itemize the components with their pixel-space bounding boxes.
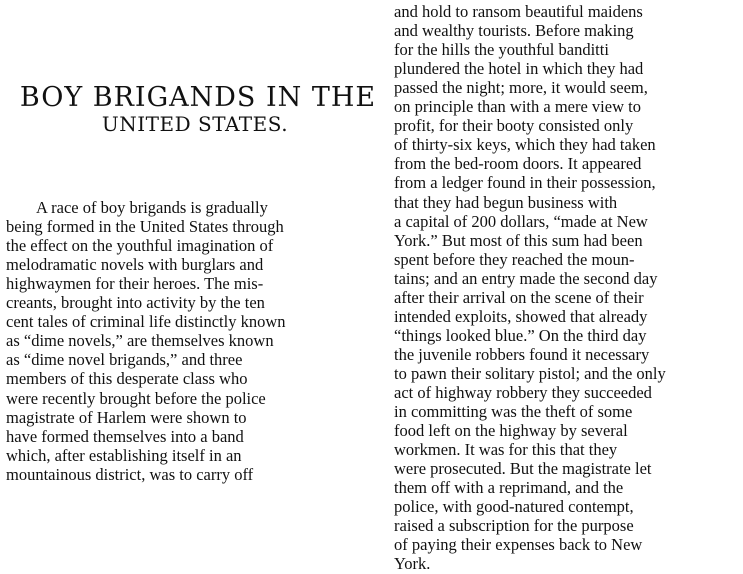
article-title: BOY BRIGANDS IN THE [19, 82, 377, 113]
text-line: highwaymen for their heroes. The mis- [6, 274, 264, 294]
text-line: on principle than with a mere view to [394, 97, 641, 117]
text-line: “things looked blue.” On the third day [394, 325, 647, 345]
text-line: that they had begun business with [394, 192, 618, 212]
text-line: from a ledger found in their possession, [394, 173, 656, 193]
text-line: raised a subscription for the purpose [394, 516, 634, 536]
text-line: which, after establishing itself in an [6, 445, 242, 465]
text-line: for the hills the youthful banditti [394, 40, 609, 60]
text-line: mountainous district, was to carry off [6, 464, 254, 484]
article-subtitle: UNITED STATES. [101, 112, 289, 136]
text-line: workmen. It was for this that they [394, 440, 618, 460]
text-line: the effect on the youthful imagination of [6, 236, 274, 256]
text-line: from the bed-room doors. It appeared [394, 154, 642, 174]
text-line: York. [394, 554, 431, 574]
text-line: as “dime novel brigands,” and three [6, 350, 243, 370]
text-line: cent tales of criminal life distinctly known [6, 312, 286, 332]
text-line: were prosecuted. But the magistrate let [394, 459, 652, 479]
text-line: police, with good-natured contempt, [394, 497, 634, 517]
text-line: of paying their expenses back to New [394, 535, 643, 555]
text-line: A race of boy brigands is gradually [36, 198, 268, 217]
text-line: melodramatic novels with burglars and [6, 255, 264, 275]
text-line: in committing was the theft of some [394, 402, 633, 422]
text-line: act of highway robbery they succeeded [394, 383, 652, 402]
text-line: the juvenile robbers found it necessary [394, 344, 650, 364]
text-line: spent before they reached the moun- [394, 249, 635, 269]
text-line: tains; and an entry made the second day [394, 268, 658, 288]
text-line: plundered the hotel in which they had [394, 59, 644, 79]
text-line: were recently brought before the police [6, 388, 266, 408]
text-line: as “dime novels,” are themselves known [6, 331, 274, 351]
text-line: passed the night; more, it would seem, [394, 78, 648, 98]
text-line: of thirty-six keys, which they had taken [394, 135, 656, 155]
text-line: have formed themselves into a band [6, 426, 244, 446]
text-line: food left on the highway by several [394, 421, 628, 441]
text-line: them off with a reprimand, and the [394, 478, 624, 498]
text-line: creants, brought into activity by the ten [6, 293, 265, 313]
text-line: being formed in the United States through [6, 217, 284, 237]
text-line: members of this desperate class who [6, 369, 248, 389]
text-line: magistrate of Harlem were shown to [6, 407, 247, 427]
text-line: after their arrival on the scene of their [394, 287, 644, 307]
text-line: intended exploits, showed that already [394, 306, 648, 326]
text-line: York.” But most of this sum had been [394, 230, 643, 250]
text-line: and wealthy tourists. Before making [394, 21, 634, 41]
text-line: to pawn their solitary pistol; and the only [394, 363, 666, 383]
text-line: and hold to ransom beautiful maidens [394, 2, 643, 21]
text-line: profit, for their booty consisted only [394, 116, 634, 136]
text-line: a capital of 200 dollars, “made at New [394, 211, 648, 231]
